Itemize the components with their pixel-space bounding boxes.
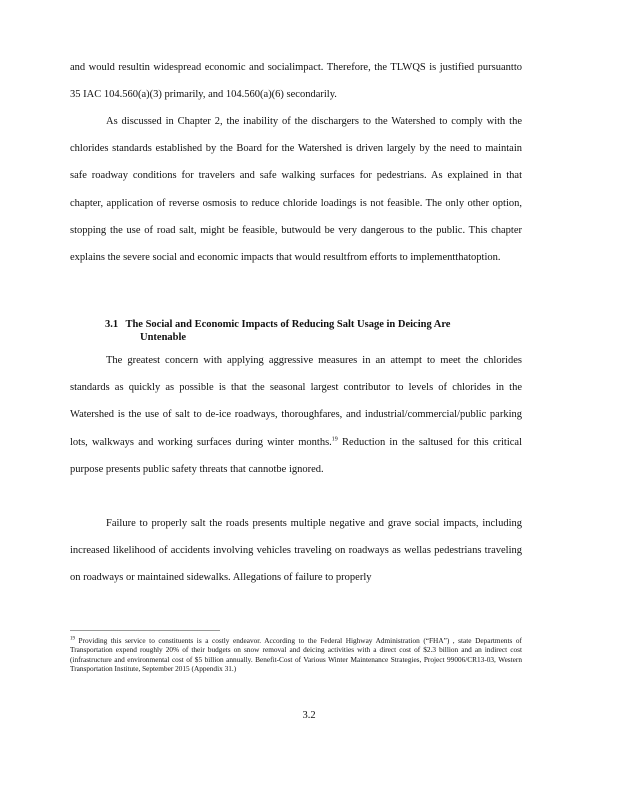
section-heading: [105, 318, 505, 344]
footnote-text: Providing this service to constituents is a costly endeavor. According to the Federal Highway Administration (“FHA”) , state Departments of Transportation expend roughly 20% of their budgets on snow removal and deicing activities with a direct cost of $2.3 billion and an indirect cost (infrastructure and environmental cost of $5 billion annually. Benefit-Cost of Various Winter Maintenance Strategies, Project 99006/CR13-03, Western Transportation Institute, September 2015 (Appendix 31.): [70, 636, 522, 674]
section-title-line1: The Social and Economic Impacts of Reducing Salt Usage in Deicing Are: [125, 319, 451, 330]
section-title-line2: Untenable: [140, 332, 187, 343]
page-number: 3.2: [302, 710, 316, 721]
paragraph-continuation: and would resultin widespread economic and socialimpact. Therefore, the TLWQS is justified pursuantto 35 IAC 104.560(a)(3) primarily, and 104.560(a)(6) secondarily.: [70, 62, 522, 101]
paragraph-greatest-concern: [70, 347, 522, 483]
footnote-reference: 19: [331, 436, 338, 443]
paragraph-chapter-summary: As discussed in Chapter 2, the inability of the dischargers to the Watershed to comply with the chlorides standards established by the Board for the Watershed is driven largely by the need to maintain safe roadway conditions for travelers and safe walking surfaces for pedestrians. As explained in that chapter, application of reverse osmosis to reduce chloride loadings is not feasible. The only other option, stopping the use of road salt, might be feasible, butwould be very dangerous to the public. This chapter explains the severe social and economic impacts that would resultfrom efforts to implementthatoption.: [70, 116, 522, 264]
section-number: 3.1: [105, 319, 119, 330]
footnote-divider: [70, 630, 220, 631]
paragraph-failure-to-salt: Failure to properly salt the roads presents multiple negative and grave social impacts, including increased likelihood of accidents involving vehicles traveling on roadways as wellas pedestrians traveling on roadways or maintained sidewalks. Allegations of failure to properly: [70, 518, 522, 584]
paragraph-text: Reduction in the saltused for this critical purpose presents public safety threats that cannotbe ignored.: [70, 436, 523, 475]
footnote-marker: 19: [70, 636, 75, 642]
footnote: [70, 636, 522, 674]
paragraph-text: The greatest concern with applying aggressive measures in an attempt to meet the chlorides standards as quickly as possible is that the seasonal largest contributor to levels of chlorides in the Watershed is the use of salt to de-ice roadways, thoroughfares, and industrial/commercial/public parking lots, walkways and working surfaces during winter months.: [70, 355, 522, 448]
